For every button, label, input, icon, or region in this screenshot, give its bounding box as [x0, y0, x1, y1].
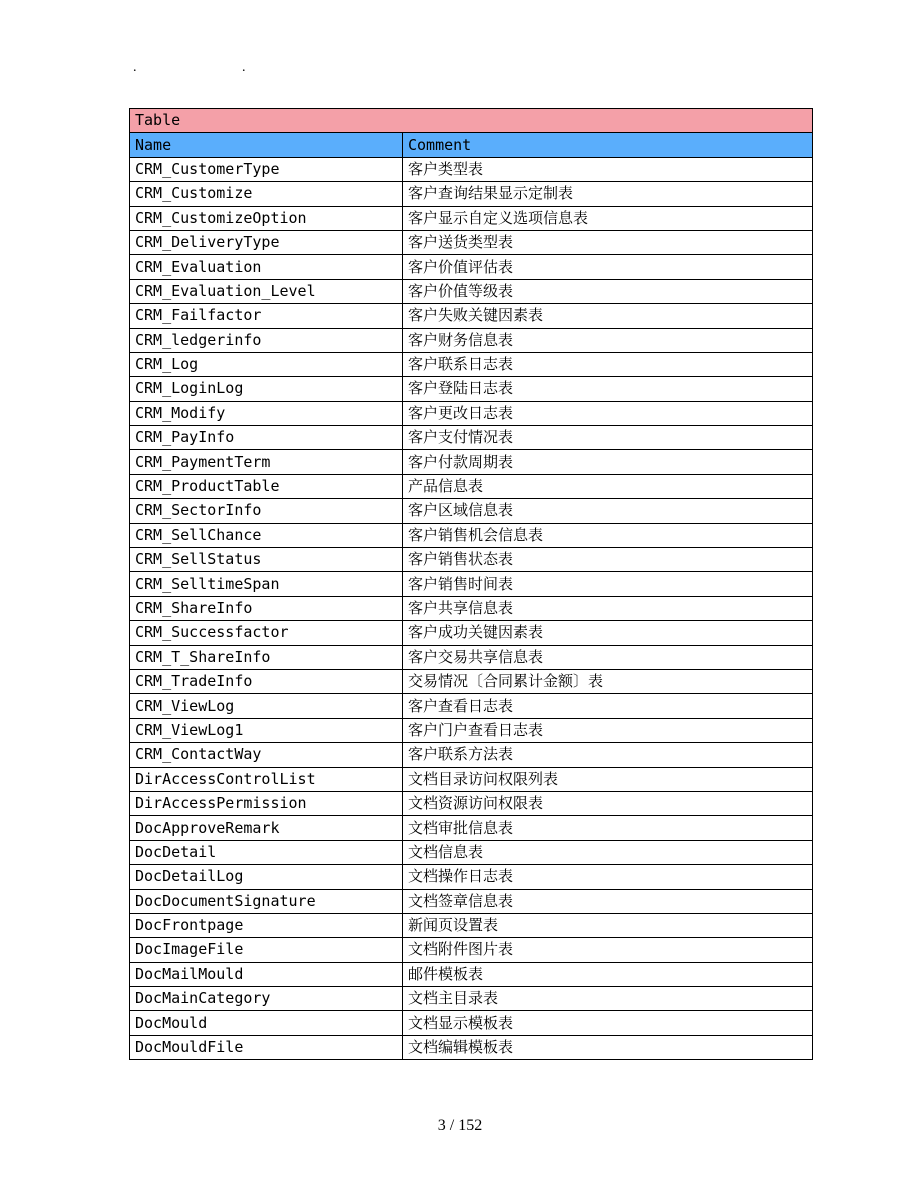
cell-name: CRM_ViewLog — [130, 694, 403, 718]
table-row — [130, 499, 813, 523]
tables-table — [129, 108, 813, 1060]
table-row — [130, 596, 813, 620]
cell-name: CRM_DeliveryType — [130, 230, 403, 254]
cell-name: CRM_SellStatus — [130, 548, 403, 572]
cell-name: CRM_T_ShareInfo — [130, 645, 403, 669]
cell-comment: 文档显示模板表 — [403, 1011, 813, 1035]
cell-comment: 文档资源访问权限表 — [403, 791, 813, 815]
table-header-row — [130, 133, 813, 157]
cell-comment: 产品信息表 — [403, 474, 813, 498]
table-row — [130, 1011, 813, 1035]
cell-comment: 文档操作日志表 — [403, 865, 813, 889]
cell-name: DocMainCategory — [130, 987, 403, 1011]
table-row — [130, 913, 813, 937]
table-row — [130, 621, 813, 645]
table-row — [130, 426, 813, 450]
cell-comment: 交易情况〔合同累计金额〕表 — [403, 669, 813, 693]
cell-comment: 客户销售机会信息表 — [403, 523, 813, 547]
table-row — [130, 328, 813, 352]
cell-comment: 客户财务信息表 — [403, 328, 813, 352]
cell-name: DocMouldFile — [130, 1035, 403, 1059]
cell-name: DirAccessPermission — [130, 791, 403, 815]
cell-comment: 客户共享信息表 — [403, 596, 813, 620]
cell-name: CRM_ContactWay — [130, 743, 403, 767]
cell-name: CRM_ShareInfo — [130, 596, 403, 620]
table-row — [130, 816, 813, 840]
cell-name: CRM_PaymentTerm — [130, 450, 403, 474]
cell-comment: 客户失败关键因素表 — [403, 304, 813, 328]
table-row — [130, 548, 813, 572]
table-row — [130, 645, 813, 669]
table-row — [130, 304, 813, 328]
cell-comment: 客户联系日志表 — [403, 352, 813, 376]
cell-name: CRM_SellChance — [130, 523, 403, 547]
table-row — [130, 962, 813, 986]
cell-comment: 客户成功关键因素表 — [403, 621, 813, 645]
header-dot-left: . — [133, 60, 137, 75]
cell-name: CRM_ProductTable — [130, 474, 403, 498]
table-row — [130, 401, 813, 425]
cell-name: CRM_CustomerType — [130, 157, 403, 181]
table-title: Table — [130, 109, 813, 133]
cell-name: DocImageFile — [130, 938, 403, 962]
cell-comment: 客户销售状态表 — [403, 548, 813, 572]
cell-comment: 客户付款周期表 — [403, 450, 813, 474]
cell-comment: 客户支付情况表 — [403, 426, 813, 450]
table-row — [130, 377, 813, 401]
table-row — [130, 938, 813, 962]
cell-comment: 客户送货类型表 — [403, 230, 813, 254]
cell-comment: 文档审批信息表 — [403, 816, 813, 840]
cell-name: DocFrontpage — [130, 913, 403, 937]
cell-comment: 客户联系方法表 — [403, 743, 813, 767]
cell-name: DirAccessControlList — [130, 767, 403, 791]
table-row — [130, 255, 813, 279]
cell-name: CRM_Evaluation_Level — [130, 279, 403, 303]
cell-name: CRM_ViewLog1 — [130, 718, 403, 742]
cell-comment: 客户区域信息表 — [403, 499, 813, 523]
cell-name: CRM_PayInfo — [130, 426, 403, 450]
header-dot-right: . — [242, 60, 246, 75]
cell-name: CRM_Customize — [130, 182, 403, 206]
table-list — [129, 108, 812, 1060]
table-row — [130, 1035, 813, 1059]
cell-comment: 客户显示自定义选项信息表 — [403, 206, 813, 230]
table-row — [130, 669, 813, 693]
cell-comment: 文档附件图片表 — [403, 938, 813, 962]
table-row — [130, 352, 813, 376]
cell-name: CRM_Log — [130, 352, 403, 376]
page-number: 3 / 152 — [437, 1117, 483, 1134]
table-row — [130, 840, 813, 864]
cell-comment: 文档签章信息表 — [403, 889, 813, 913]
cell-name: CRM_TradeInfo — [130, 669, 403, 693]
table-row — [130, 718, 813, 742]
cell-comment: 客户类型表 — [403, 157, 813, 181]
table-row — [130, 230, 813, 254]
table-body — [130, 157, 813, 1059]
cell-comment: 客户更改日志表 — [403, 401, 813, 425]
cell-name: CRM_Modify — [130, 401, 403, 425]
cell-name: CRM_ledgerinfo — [130, 328, 403, 352]
cell-comment: 邮件模板表 — [403, 962, 813, 986]
cell-name: DocApproveRemark — [130, 816, 403, 840]
table-row — [130, 694, 813, 718]
table-row — [130, 865, 813, 889]
table-row — [130, 474, 813, 498]
cell-name: CRM_Evaluation — [130, 255, 403, 279]
table-row — [130, 523, 813, 547]
cell-comment: 客户门户查看日志表 — [403, 718, 813, 742]
cell-name: CRM_LoginLog — [130, 377, 403, 401]
table-row — [130, 987, 813, 1011]
cell-comment: 新闻页设置表 — [403, 913, 813, 937]
cell-comment: 文档主目录表 — [403, 987, 813, 1011]
table-title-row — [130, 109, 813, 133]
cell-comment: 客户价值评估表 — [403, 255, 813, 279]
cell-name: DocMould — [130, 1011, 403, 1035]
table-row — [130, 157, 813, 181]
cell-comment: 文档信息表 — [403, 840, 813, 864]
table-row — [130, 743, 813, 767]
cell-name: CRM_CustomizeOption — [130, 206, 403, 230]
column-header-name: Name — [130, 133, 403, 157]
cell-comment: 文档目录访问权限列表 — [403, 767, 813, 791]
table-row — [130, 182, 813, 206]
cell-comment: 客户价值等级表 — [403, 279, 813, 303]
table-row — [130, 206, 813, 230]
cell-comment: 客户销售时间表 — [403, 572, 813, 596]
cell-comment: 文档编辑模板表 — [403, 1035, 813, 1059]
table-row — [130, 767, 813, 791]
cell-name: CRM_SelltimeSpan — [130, 572, 403, 596]
cell-name: DocDocumentSignature — [130, 889, 403, 913]
cell-comment: 客户查询结果显示定制表 — [403, 182, 813, 206]
table-row — [130, 572, 813, 596]
cell-name: CRM_SectorInfo — [130, 499, 403, 523]
cell-comment: 客户交易共享信息表 — [403, 645, 813, 669]
table-row — [130, 450, 813, 474]
cell-comment: 客户登陆日志表 — [403, 377, 813, 401]
cell-comment: 客户查看日志表 — [403, 694, 813, 718]
cell-name: DocDetailLog — [130, 865, 403, 889]
cell-name: DocMailMould — [130, 962, 403, 986]
column-header-comment: Comment — [403, 133, 813, 157]
table-row — [130, 791, 813, 815]
cell-name: CRM_Failfactor — [130, 304, 403, 328]
cell-name: CRM_Successfactor — [130, 621, 403, 645]
table-row — [130, 889, 813, 913]
page-header — [0, 58, 920, 78]
table-row — [130, 279, 813, 303]
cell-name: DocDetail — [130, 840, 403, 864]
